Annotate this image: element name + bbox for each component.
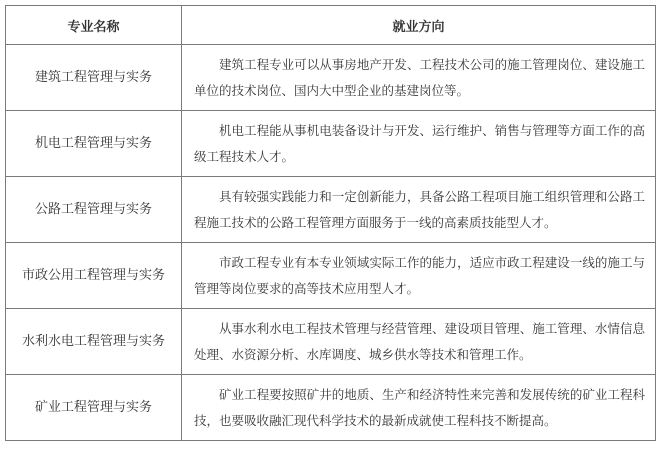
career-direction-cell: 机电工程能从事机电装备设计与开发、运行维护、销售与管理等方面工作的高级工程技术人才。 [182,111,656,177]
header-career-direction: 就业方向 [182,6,656,45]
career-direction-cell: 矿业工程要按照矿井的地质、生产和经济特性来完善和发展传统的矿业工程科技，也要吸收融汇现代科学技术的最新成就使工程科技不断提高。 [182,375,656,441]
table-row [6,177,656,243]
major-name-cell: 机电工程管理与实务 [6,111,182,177]
table-row [6,375,656,441]
major-name-cell: 矿业工程管理与实务 [6,375,182,441]
header-row [6,6,656,45]
career-direction-cell: 从事水利水电工程技术管理与经营管理、建设项目管理、施工管理、水情信息处理、水资源分析、水库调度、城乡供水等技术和管理工作。 [182,309,656,375]
major-name-cell: 水利水电工程管理与实务 [6,309,182,375]
major-name-cell: 建筑工程管理与实务 [6,45,182,111]
table-row [6,45,656,111]
table-header [6,6,656,45]
major-career-table [5,5,656,441]
table-row [6,111,656,177]
career-direction-cell: 市政工程专业有本专业领域实际工作的能力，适应市政工程建设一线的施工与管理等岗位要求的高等技术应用型人才。 [182,243,656,309]
major-name-cell: 公路工程管理与实务 [6,177,182,243]
table-row [6,243,656,309]
table-body [6,45,656,441]
table-row [6,309,656,375]
major-name-cell: 市政公用工程管理与实务 [6,243,182,309]
career-direction-cell: 具有较强实践能力和一定创新能力，具备公路工程项目施工组织管理和公路工程施工技术的公路工程管理方面服务于一线的高素质技能型人才。 [182,177,656,243]
header-major-name: 专业名称 [6,6,182,45]
career-direction-cell: 建筑工程专业可以从事房地产开发、工程技术公司的施工管理岗位、建设施工单位的技术岗位、国内大中型企业的基建岗位等。 [182,45,656,111]
